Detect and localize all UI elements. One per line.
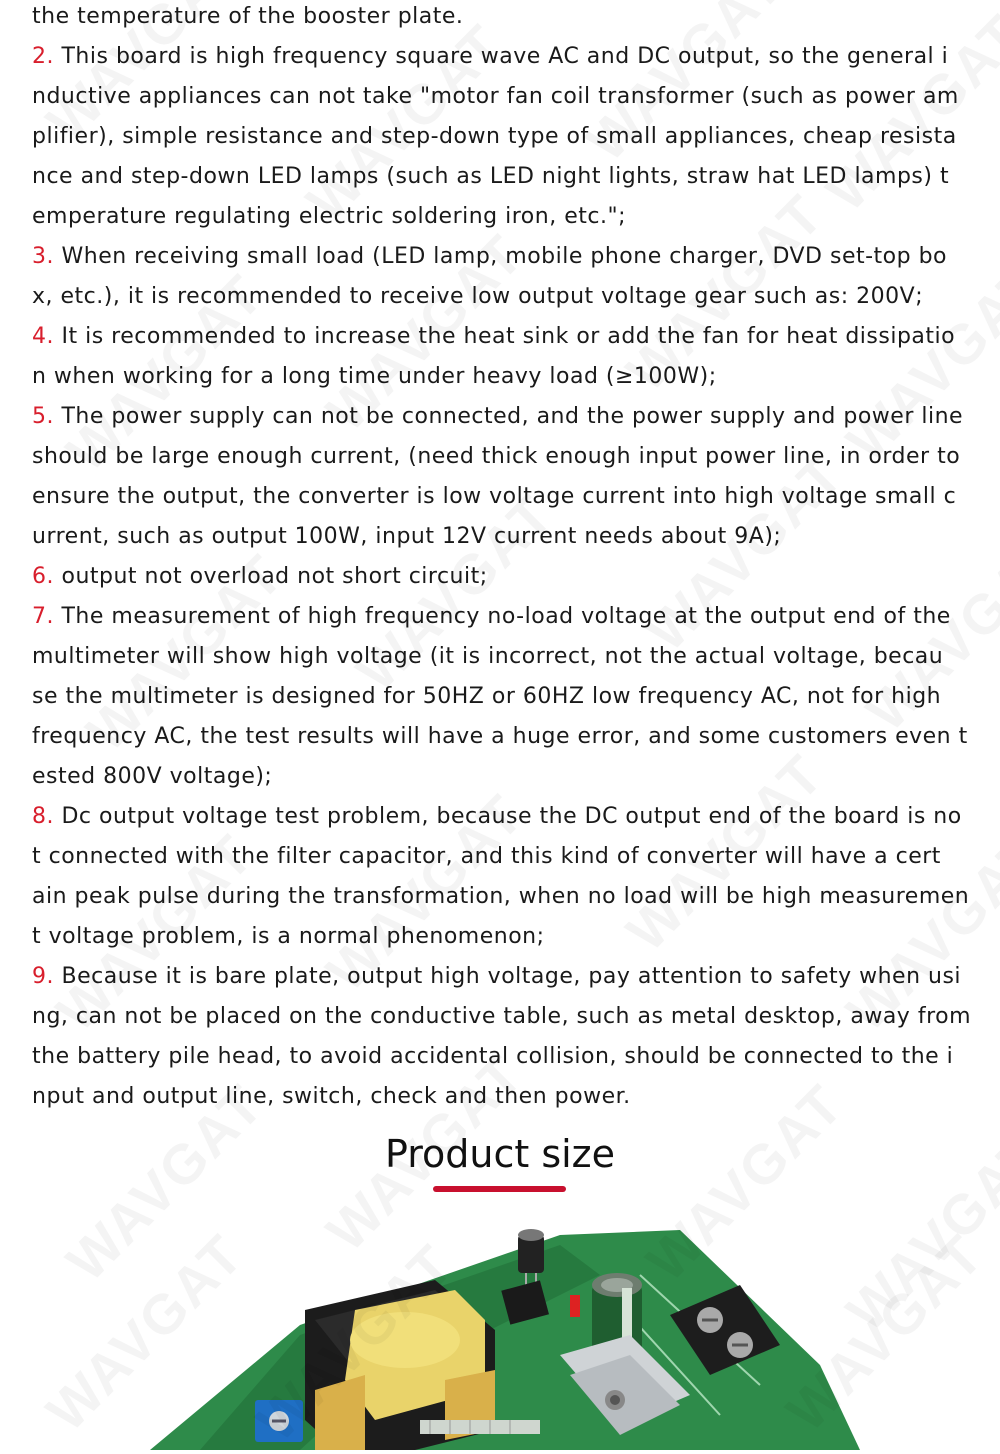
- note-number: 4.: [32, 324, 54, 349]
- note-item-7: [32, 597, 980, 797]
- note-line: the battery pile head, to avoid accidental collision, should be connected to the i: [32, 1044, 954, 1069]
- note-item-9: [32, 957, 980, 1117]
- note-item-8: [32, 797, 980, 957]
- note-line: x, etc.), it is recommended to receive low output voltage gear such as: 200V;: [32, 284, 924, 309]
- note-line: ensure the output, the converter is low voltage current into high voltage small c: [32, 484, 957, 509]
- note-line: nce and step-down LED lamps (such as LED night lights, straw hat LED lamps) t: [32, 164, 950, 189]
- note-line: t voltage problem, is a normal phenomenon;: [32, 924, 545, 949]
- note-number: 6.: [32, 564, 54, 589]
- note-line: When receiving small load (LED lamp, mobile phone charger, DVD set-top bo: [54, 244, 948, 269]
- note-line: ain peak pulse during the transformation, when no load will be high measuremen: [32, 884, 970, 909]
- note-number: 9.: [32, 964, 54, 989]
- note-number: 5.: [32, 404, 54, 429]
- resistor: [570, 1295, 580, 1317]
- note-line: It is recommended to increase the heat sink or add the fan for heat dissipatio: [54, 324, 956, 349]
- note-line: The power supply can not be connected, and the power supply and power line: [54, 404, 964, 429]
- product-board-photo: [0, 1215, 1000, 1450]
- note-line: multimeter will show high voltage (it is incorrect, not the actual voltage, becau: [32, 644, 944, 669]
- note-line: The measurement of high frequency no-load voltage at the output end of the: [54, 604, 951, 629]
- note-line: n when working for a long time under heavy load (≥100W);: [32, 364, 717, 389]
- section-title: Product size: [384, 1132, 616, 1176]
- title-underline: [433, 1186, 566, 1192]
- note-line: urrent, such as output 100W, input 12V current needs about 9A);: [32, 524, 782, 549]
- notes-list: [32, 0, 980, 1117]
- note-item-3: [32, 237, 980, 317]
- note-line: plifier), simple resistance and step-down type of small appliances, cheap resista: [32, 124, 957, 149]
- note-line: should be large enough current, (need thick enough input power line, in order to: [32, 444, 961, 469]
- note-line: nductive appliances can not take "motor fan coil transformer (such as power am: [32, 84, 959, 109]
- note-item-2: [32, 37, 980, 237]
- note-number: 8.: [32, 804, 54, 829]
- note-line: This board is high frequency square wave AC and DC output, so the general i: [54, 44, 949, 69]
- intro-tail-text: the temperature of the booster plate.: [32, 4, 464, 29]
- note-line: output not overload not short circuit;: [54, 564, 488, 589]
- pin-header: [420, 1420, 540, 1434]
- note-line: ested 800V voltage);: [32, 764, 273, 789]
- note-line: nput and output line, switch, check and then power.: [32, 1084, 631, 1109]
- note-number: 2.: [32, 44, 54, 69]
- note-line: ng, can not be placed on the conductive table, such as metal desktop, away from: [32, 1004, 972, 1029]
- note-number: 7.: [32, 604, 54, 629]
- note-line: frequency AC, the test results will have a huge error, and some customers even t: [32, 724, 968, 749]
- note-line: Because it is bare plate, output high voltage, pay attention to safety when usi: [54, 964, 962, 989]
- note-item-4: [32, 317, 980, 397]
- note-item-6: [32, 557, 980, 597]
- note-line: t connected with the filter capacitor, and this kind of converter will have a cert: [32, 844, 941, 869]
- input-terminal: [255, 1400, 303, 1442]
- note-number: 3.: [32, 244, 54, 269]
- note-line: se the multimeter is designed for 50HZ or 60HZ low frequency AC, not for high: [32, 684, 942, 709]
- note-line: emperature regulating electric soldering iron, etc.";: [32, 204, 626, 229]
- note-line: Dc output voltage test problem, because the DC output end of the board is no: [54, 804, 962, 829]
- note-item-5: [32, 397, 980, 557]
